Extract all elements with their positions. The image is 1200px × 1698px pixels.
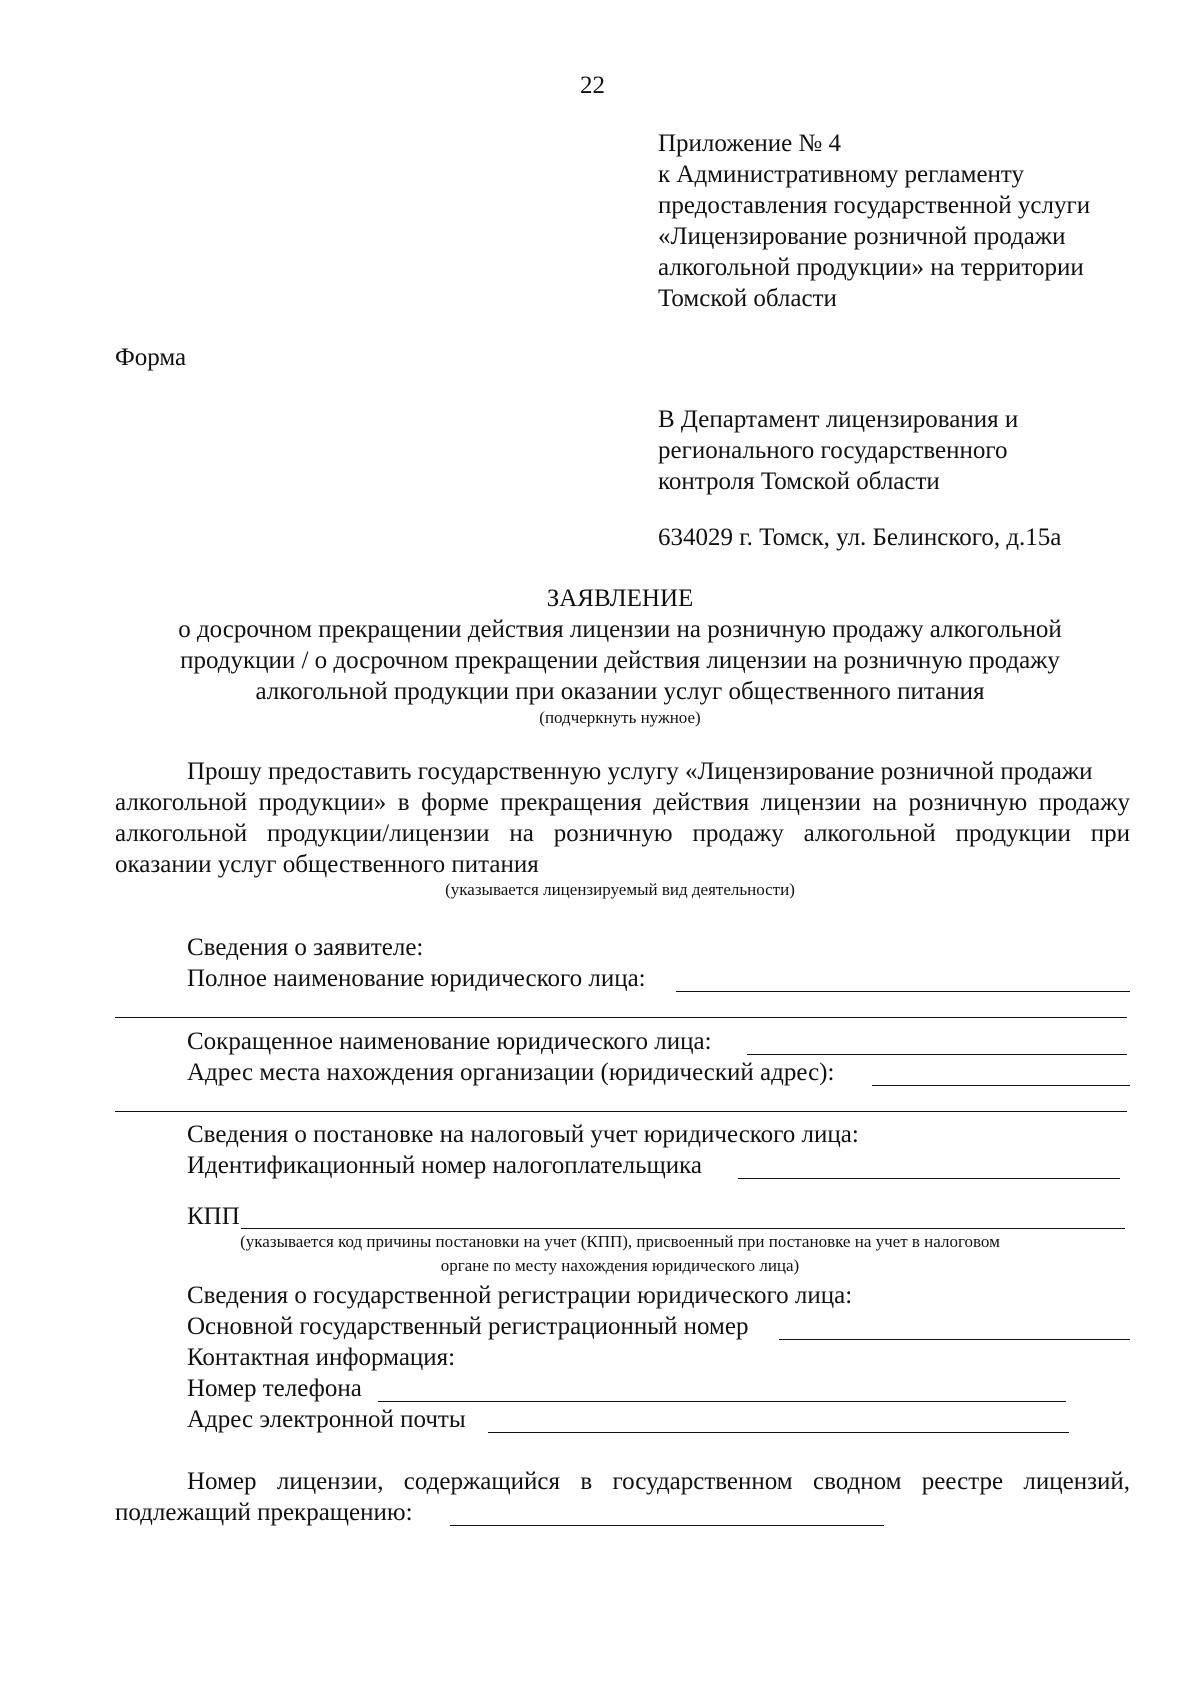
request-line-3: алкогольной продукции/лицензии на розничную продажу алкогольной продукции при: [115, 820, 1130, 847]
ogrn-label: Основной государственный регистрационный номер: [187, 1313, 749, 1340]
full-name-label: Полное наименование юридического лица:: [187, 965, 646, 992]
ogrn-field[interactable]: [779, 1339, 1130, 1340]
request-line-4: оказании услуг общественного питания: [115, 851, 539, 878]
phone-label: Номер телефона: [187, 1375, 362, 1402]
appendix-line: к Административному регламенту: [658, 161, 1025, 188]
recipient-address: 634029 г. Томск, ул. Белинского, д.15а: [658, 524, 1062, 551]
appendix-line: предоставления государственной услуги: [658, 192, 1091, 219]
phone-field[interactable]: [378, 1401, 1066, 1402]
license-number-field[interactable]: [450, 1525, 884, 1526]
contact-heading: Контактная информация:: [187, 1344, 456, 1371]
address-label: Адрес места нахождения организации (юридический адрес):: [187, 1059, 835, 1086]
email-field[interactable]: [488, 1432, 1069, 1433]
license-line-2: подлежащий прекращению:: [115, 1499, 413, 1526]
subtitle-line: алкогольной продукции при оказании услуг общественного питания: [255, 678, 985, 705]
inn-field[interactable]: [738, 1178, 1120, 1179]
registration-heading: Сведения о государственной регистрации юридического лица:: [187, 1282, 853, 1309]
short-name-field[interactable]: [747, 1054, 1127, 1055]
subtitle-line: о досрочном прекращении действия лицензии на розничную продажу алкогольной: [178, 616, 1062, 643]
tax-heading: Сведения о постановке на налоговый учет юридического лица:: [187, 1121, 859, 1148]
recipient-line: В Департамент лицензирования и: [658, 406, 1019, 433]
address-field[interactable]: [872, 1085, 1130, 1086]
form-label: Форма: [115, 344, 187, 371]
email-label: Адрес электронной почты: [187, 1406, 466, 1433]
subtitle-block: [0, 614, 1200, 707]
kpp-note-line: (указывается код причины постановки на учет (КПП), присвоенный при постановке на учет в налоговом: [240, 1232, 1000, 1251]
kpp-note: [0, 1230, 1200, 1278]
short-name-label: Сокращенное наименование юридического лица:: [187, 1028, 712, 1055]
kpp-note-line: органе по месту нахождения юридического лица): [440, 1256, 800, 1275]
recipient-line: контроля Томской области: [658, 468, 940, 495]
kpp-field[interactable]: [241, 1228, 1125, 1229]
request-note: (указывается лицензируемый вид деятельности): [445, 880, 795, 899]
license-line-1: Номер лицензии, содержащийся в государственном сводном реестре лицензий,: [187, 1468, 1130, 1495]
full-name-field[interactable]: [676, 991, 1130, 992]
appendix-line: «Лицензирование розничной продажи: [658, 223, 1066, 250]
page-number: 22: [580, 72, 605, 99]
subtitle-note: (подчеркнуть нужное): [539, 708, 701, 727]
inn-label: Идентификационный номер налогоплательщика: [187, 1152, 703, 1179]
appendix-line: Приложение № 4: [658, 130, 842, 157]
document-title: ЗАЯВЛЕНИЕ: [546, 585, 694, 612]
subtitle-line: продукции / о досрочном прекращении действия лицензии на розничную продажу: [180, 647, 1060, 674]
recipient-line: регионального государственного: [658, 437, 1008, 464]
appendix-block: [658, 128, 1090, 314]
address-field-continued[interactable]: [115, 1111, 1127, 1112]
recipient-block: [658, 404, 1018, 497]
full-name-field-continued[interactable]: [115, 1017, 1127, 1018]
appendix-line: алкогольной продукции» на территории: [658, 254, 1084, 281]
request-line-2: алкогольной продукции» в форме прекращения действия лицензии на розничную продажу: [115, 789, 1130, 816]
appendix-line: Томской области: [658, 285, 837, 312]
request-line-1: Прошу предоставить государственную услугу «Лицензирование розничной продажи: [187, 758, 1093, 785]
kpp-label: КПП: [187, 1203, 240, 1230]
applicant-heading: Сведения о заявителе:: [187, 934, 424, 961]
